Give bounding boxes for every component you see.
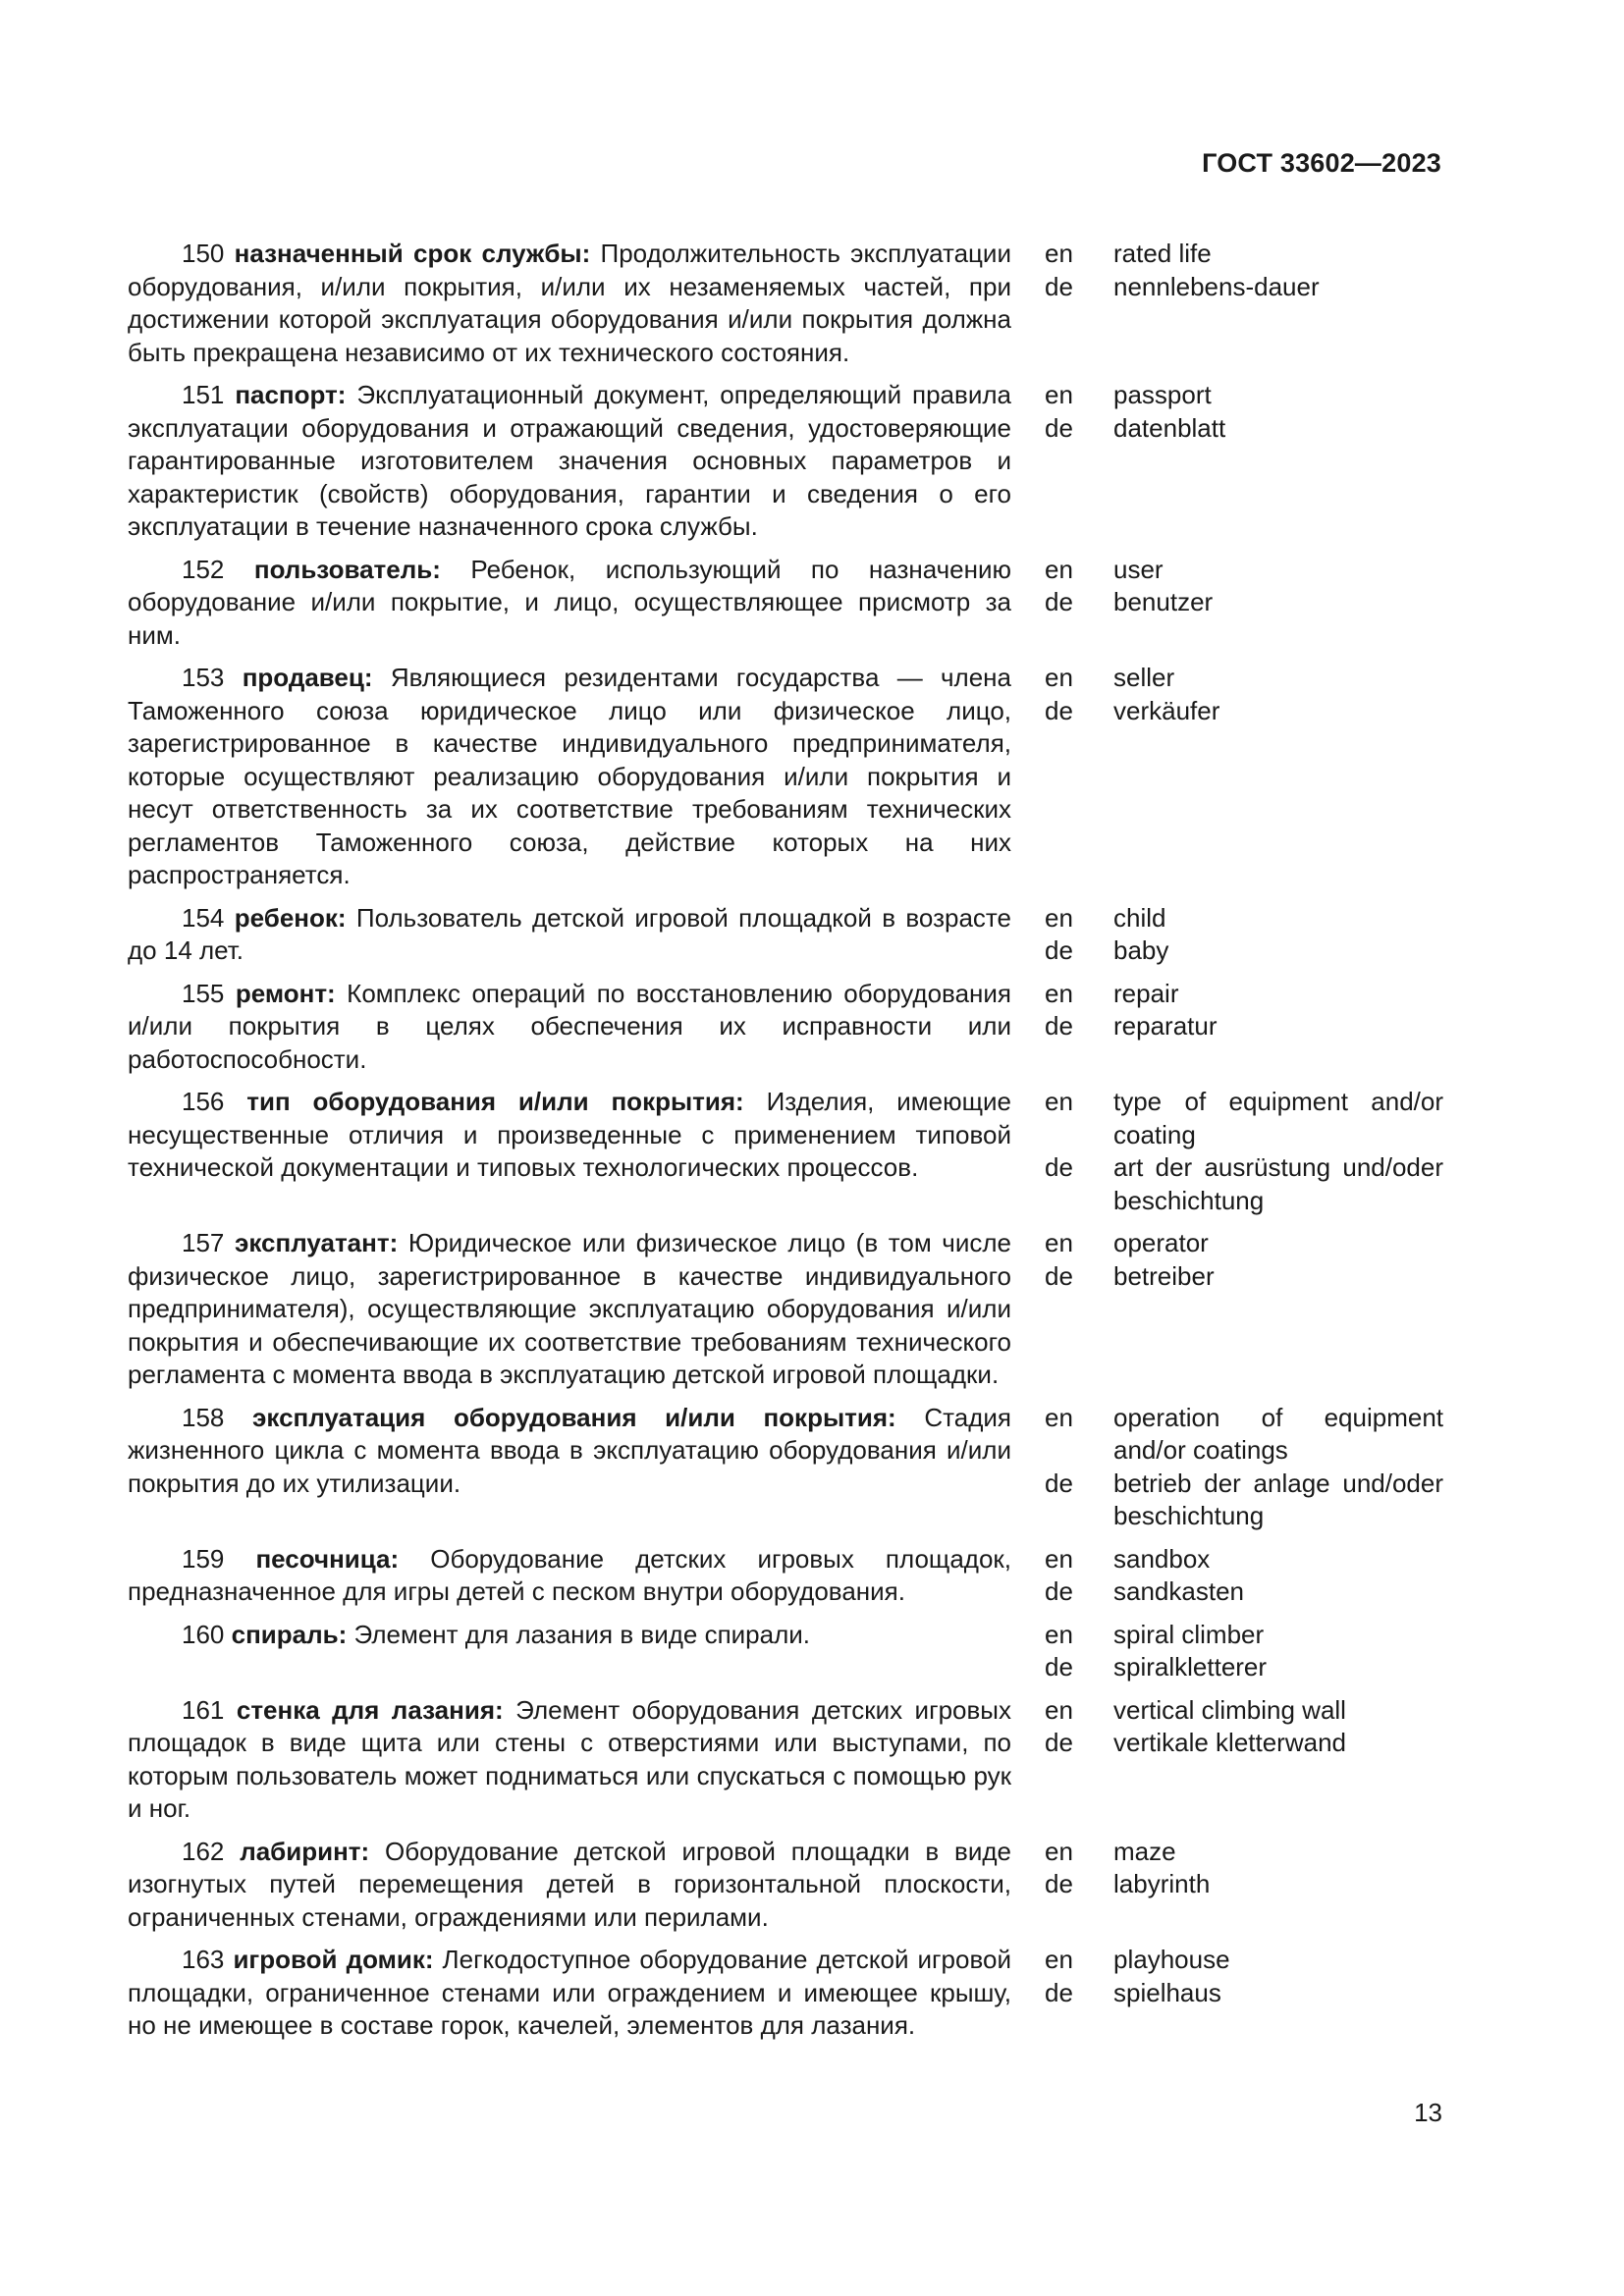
equivalent-de-text: datenblatt <box>1113 412 1226 443</box>
term-number: 156 <box>182 1087 225 1116</box>
term-name: паспорт: <box>235 380 347 409</box>
term-name: игровой домик: <box>233 1945 434 1974</box>
lang-code-de: de <box>1045 1652 1073 1682</box>
term-definition-block <box>128 1619 1011 1684</box>
term-number: 163 <box>182 1945 225 1974</box>
term-entry <box>128 1227 1443 1392</box>
equivalent-en-text: playhouse <box>1113 1945 1230 1974</box>
term-number: 158 <box>182 1402 225 1432</box>
equivalent-de-text: betrieb der anlage und/oder beschichtung <box>1113 1468 1443 1530</box>
term-number: 157 <box>182 1228 225 1257</box>
equivalent-en-text: sandbox <box>1113 1543 1211 1574</box>
term-definition-block <box>128 1836 1011 1935</box>
lang-code-en: en <box>1045 1836 1073 1866</box>
term-equivalents <box>1045 1086 1443 1217</box>
lang-code-de: de <box>1045 1576 1073 1606</box>
lang-code-en: en <box>1045 380 1073 409</box>
equivalent-en <box>1045 379 1443 412</box>
equivalent-de-text: spiralkletterer <box>1113 1652 1268 1682</box>
term-equivalents <box>1045 1836 1443 1935</box>
equivalent-de-text: nennlebens-dauer <box>1113 271 1320 301</box>
equivalent-en <box>1045 554 1443 587</box>
term-definition-block <box>128 1944 1011 2043</box>
equivalent-en <box>1045 238 1443 271</box>
term-definition-block <box>128 662 1011 892</box>
equivalent-en-text: type of equipment and/or coating <box>1113 1087 1443 1149</box>
term-name: эксплуатант: <box>235 1228 399 1257</box>
lang-code-en: en <box>1045 1543 1073 1574</box>
lang-code-de: de <box>1045 271 1073 301</box>
term-entry <box>128 1402 1443 1533</box>
equivalent-en <box>1045 1227 1443 1260</box>
lang-code-en: en <box>1045 978 1073 1008</box>
term-equivalents <box>1045 1619 1443 1684</box>
equivalent-en <box>1045 978 1443 1011</box>
term-definition: Оборудование детских игровых площадок, предназначенное для игры детей с песком внутри оборудования. <box>128 1543 1012 1606</box>
term-name: пользователь: <box>253 554 441 584</box>
term-definition-block <box>128 238 1011 369</box>
term-entry <box>128 1694 1443 1826</box>
equivalent-de <box>1045 695 1443 728</box>
terms-list <box>128 238 1443 2053</box>
lang-code-en: en <box>1045 554 1073 584</box>
term-equivalents <box>1045 554 1443 653</box>
term-equivalents <box>1045 1944 1443 2043</box>
equivalent-de <box>1045 1468 1443 1533</box>
term-entry <box>128 1836 1443 1935</box>
term-definition: Оборудование детской игровой площадки в виде изогнутых путей перемещения детей в горизонтальной плоскости, ограниченных стенами, ограждениями или перилами. <box>128 1836 1011 1932</box>
lang-code-de: de <box>1045 1869 1073 1898</box>
equivalent-en-text: maze <box>1113 1836 1176 1866</box>
term-name: продавец: <box>242 663 373 692</box>
lang-code-de: de <box>1045 412 1073 443</box>
equivalent-en <box>1045 1086 1443 1151</box>
equivalent-de-text: reparatur <box>1113 1011 1218 1041</box>
term-definition: Изделия, имеющие несущественные отличия и произведенные с применением типовой технической документации и типовых технологических процессов. <box>128 1087 1011 1182</box>
equivalent-de <box>1045 934 1443 968</box>
term-entry <box>128 1944 1443 2043</box>
term-entry <box>128 379 1443 544</box>
term-number: 160 <box>182 1619 225 1649</box>
term-number: 161 <box>182 1694 225 1725</box>
equivalent-de-text: labyrinth <box>1113 1869 1211 1898</box>
term-entry <box>128 1086 1443 1217</box>
term-name: ребенок: <box>234 902 347 933</box>
term-definition: Элемент оборудования детских игровых площадок в виде щита или стены с отверстиями или выступами, по которым пользователь может подниматься или спускаться с помощью рук и ног. <box>128 1694 1011 1823</box>
term-definition-block <box>128 379 1011 544</box>
equivalent-en-text: operator <box>1113 1228 1209 1257</box>
term-equivalents <box>1045 978 1443 1077</box>
equivalent-de <box>1045 1651 1443 1684</box>
lang-code-de: de <box>1045 1977 1073 2007</box>
term-entry <box>128 902 1443 968</box>
equivalent-en-text: repair <box>1113 978 1179 1008</box>
lang-code-en: en <box>1045 1619 1073 1649</box>
term-number: 150 <box>182 239 225 268</box>
term-equivalents <box>1045 379 1443 544</box>
equivalent-de-text: spielhaus <box>1113 1977 1221 2007</box>
equivalent-de-text: benutzer <box>1113 587 1214 616</box>
document-id: ГОСТ 33602—2023 <box>1202 148 1441 178</box>
equivalent-en-text: vertical climbing wall <box>1113 1694 1346 1725</box>
lang-code-de: de <box>1045 1011 1073 1041</box>
equivalent-en-text: operation of equipment and/or coatings <box>1113 1402 1443 1465</box>
term-equivalents <box>1045 902 1443 968</box>
lang-code-en: en <box>1045 1402 1073 1432</box>
equivalent-en-text: seller <box>1113 663 1175 692</box>
term-equivalents <box>1045 662 1443 892</box>
equivalent-de-text: verkäufer <box>1113 695 1220 725</box>
equivalent-en <box>1045 902 1443 935</box>
term-definition: Пользователь детской игровой площадкой в возрасте до 14 лет. <box>128 902 1011 965</box>
term-entry <box>128 1619 1443 1684</box>
term-definition: Комплекс операций по восстановлению оборудования и/или покрытия в целях обеспечения их исправности или работоспособности. <box>128 978 1011 1074</box>
term-definition-block <box>128 1543 1011 1609</box>
lang-code-en: en <box>1045 1945 1073 1974</box>
term-definition: Юридическое или физическое лицо (в том числе физическое лицо, зарегистрированное в качестве индивидуального предпринимателя), осуществляющие эксплуатацию оборудования и/или покрытия и обеспечивающие их соответствие требованиям технического регламента с момента ввода в эксплуатацию детской игровой площадки. <box>128 1228 1011 1389</box>
term-definition-block <box>128 1694 1011 1826</box>
lang-code-de: de <box>1045 587 1073 616</box>
term-equivalents <box>1045 1227 1443 1392</box>
equivalent-de <box>1045 412 1443 446</box>
term-definition-block <box>128 1086 1011 1217</box>
term-name: лабиринт: <box>240 1836 370 1866</box>
equivalent-de <box>1045 1151 1443 1217</box>
term-number: 162 <box>182 1836 225 1866</box>
term-name: тип оборудования и/или покрытия: <box>246 1087 744 1116</box>
term-number: 154 <box>182 902 225 933</box>
term-equivalents <box>1045 238 1443 369</box>
equivalent-en <box>1045 662 1443 695</box>
lang-code-de: de <box>1045 1468 1073 1498</box>
term-definition: Эксплуатационный документ, определяющий правила эксплуатации оборудования и отражающий сведения, удостоверяющие гарантированные изготовителем значения основных параметров и характеристик (свойств) оборудования, гарантии и сведения о его эксплуатации в течение назначенного срока службы. <box>128 380 1011 541</box>
equivalent-en-text: spiral climber <box>1113 1619 1265 1649</box>
term-definition: Элемент для лазания в виде спирали. <box>353 1619 811 1649</box>
equivalent-de-text: sandkasten <box>1113 1576 1244 1606</box>
term-entry <box>128 978 1443 1077</box>
lang-code-de: de <box>1045 1152 1073 1182</box>
equivalent-en-text: user <box>1113 554 1164 584</box>
term-equivalents <box>1045 1694 1443 1826</box>
lang-code-en: en <box>1045 902 1073 933</box>
equivalent-en <box>1045 1619 1443 1652</box>
equivalent-de-text: betreiber <box>1113 1260 1215 1291</box>
term-definition: Являющиеся резидентами государства — члена Таможенного союза юридическое лицо или физическое лицо, зарегистрированное в качестве индивидуального предпринимателя, которые осуществляют реализацию оборудования и/или покрытия и несут ответственность за их соответствие требованиям технических регламентов Таможенного союза, действие которых на них распространяется. <box>128 663 1011 889</box>
page-number: 13 <box>1414 2098 1442 2127</box>
equivalent-en-text: passport <box>1113 380 1212 409</box>
term-entry <box>128 662 1443 892</box>
term-number: 153 <box>182 663 225 692</box>
equivalent-de <box>1045 586 1443 619</box>
equivalent-de <box>1045 1010 1443 1043</box>
equivalent-en-text: child <box>1113 902 1166 933</box>
term-name: назначенный срок службы: <box>234 239 591 268</box>
term-entry <box>128 238 1443 369</box>
equivalent-de-text: art der ausrüstung und/oder beschichtung <box>1113 1152 1443 1215</box>
equivalent-de <box>1045 1260 1443 1294</box>
term-number: 151 <box>182 380 225 409</box>
lang-code-en: en <box>1045 239 1073 268</box>
term-definition-block <box>128 1402 1011 1533</box>
equivalent-en <box>1045 1543 1443 1576</box>
equivalent-de <box>1045 1868 1443 1901</box>
lang-code-en: en <box>1045 1228 1073 1257</box>
term-entry <box>128 554 1443 653</box>
term-equivalents <box>1045 1543 1443 1609</box>
equivalent-de-text: vertikale kletterwand <box>1113 1728 1346 1757</box>
lang-code-en: en <box>1045 663 1073 692</box>
lang-code-en: en <box>1045 1087 1073 1116</box>
lang-code-de: de <box>1045 935 1073 965</box>
equivalent-en <box>1045 1944 1443 1977</box>
term-name: песочница: <box>255 1543 400 1574</box>
term-definition-block <box>128 902 1011 968</box>
term-name: стенка для лазания: <box>236 1694 504 1725</box>
term-name: спираль: <box>231 1619 348 1649</box>
term-number: 152 <box>182 554 225 584</box>
lang-code-en: en <box>1045 1694 1073 1725</box>
term-entry <box>128 1543 1443 1609</box>
equivalent-de <box>1045 1575 1443 1609</box>
term-equivalents <box>1045 1402 1443 1533</box>
term-name: ремонт: <box>235 978 336 1008</box>
term-definition-block <box>128 554 1011 653</box>
lang-code-de: de <box>1045 1260 1073 1291</box>
equivalent-de <box>1045 271 1443 304</box>
term-number: 155 <box>182 978 225 1008</box>
term-definition: Легкодоступное оборудование детской игровой площадки, ограниченное стенами или ограждением и имеющее крышу, но не имеющее в составе горок, качелей, элементов для лазания. <box>128 1945 1011 2040</box>
equivalent-en <box>1045 1836 1443 1869</box>
equivalent-de <box>1045 1977 1443 2010</box>
term-definition: Ребенок, использующий по назначению оборудование и/или покрытие, и лицо, осуществляющее присмотр за ним. <box>128 554 1011 650</box>
equivalent-de <box>1045 1727 1443 1760</box>
term-definition: Стадия жизненного цикла с момента ввода в эксплуатацию оборудования и/или покрытия до их утилизации. <box>128 1402 1011 1498</box>
equivalent-en-text: rated life <box>1113 239 1212 268</box>
equivalent-en <box>1045 1402 1443 1468</box>
term-number: 159 <box>182 1543 225 1574</box>
term-definition-block <box>128 1227 1011 1392</box>
lang-code-de: de <box>1045 1728 1073 1757</box>
term-name: эксплуатация оборудования и/или покрытия: <box>252 1402 896 1432</box>
term-definition-block <box>128 978 1011 1077</box>
equivalent-de-text: baby <box>1113 935 1169 965</box>
lang-code-de: de <box>1045 695 1073 725</box>
equivalent-en <box>1045 1694 1443 1728</box>
term-definition: Продолжительность эксплуатации оборудования, и/или покрытия, и/или их незаменяемых частей, при достижении которой эксплуатация оборудования и/или покрытия должна быть прекращена независимо от их технического состояния. <box>128 239 1011 367</box>
